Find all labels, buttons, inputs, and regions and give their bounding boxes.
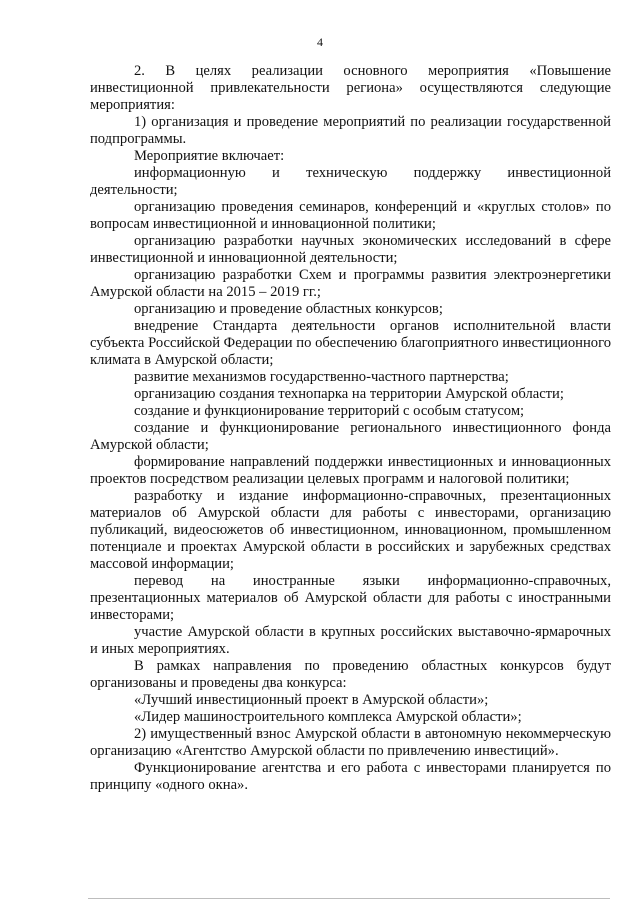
paragraph-2: 1) организация и проведение мероприятий по реализации государственной подпрограммы. xyxy=(90,114,611,147)
paragraph-9: внедрение Стандарта деятельности органов исполнительной власти субъекта Российской Федерации по обеспечению благоприятного инвестиционного климата в Амурской области; xyxy=(90,318,611,368)
scan-edge-line xyxy=(88,898,610,899)
paragraph-8: организацию и проведение областных конкурсов; xyxy=(134,301,443,317)
paragraph-7: организацию разработки Схем и программы развития электроэнергетики Амурской области на 2015 – 2019 гг.; xyxy=(90,267,611,300)
paragraph-14: формирование направлений поддержки инвестиционных и инновационных проектов посредством реализации целевых программ и налоговой политики; xyxy=(90,454,611,487)
paragraph-22: Функционирование агентства и его работа с инвесторами планируется по принципу «одного окна». xyxy=(90,760,611,793)
paragraph-10: развитие механизмов государственно-частного партнерства; xyxy=(134,369,509,385)
paragraph-18: В рамках направления по проведению областных конкурсов будут организованы и проведены два конкурса: xyxy=(90,658,611,691)
paragraph-11: организацию создания технопарка на территории Амурской области; xyxy=(134,386,564,402)
page-number: 4 xyxy=(317,35,323,49)
paragraph-3: Мероприятие включает: xyxy=(134,148,285,164)
paragraph-13: создание и функционирование регионального инвестиционного фонда Амурской области; xyxy=(90,420,611,453)
paragraph-1: 2. В целях реализации основного мероприятия «Повышение инвестиционной привлекательности региона» осуществляются следующие мероприятия: xyxy=(90,63,611,113)
paragraph-5: организацию проведения семинаров, конференций и «круглых столов» по вопросам инвестиционной и инновационной политики; xyxy=(90,199,611,232)
paragraph-19: «Лучший инвестиционный проект в Амурской области»; xyxy=(134,692,489,708)
paragraph-20: «Лидер машиностроительного комплекса Амурской области»; xyxy=(134,709,522,725)
paragraph-15: разработку и издание информационно-справочных, презентационных материалов об Амурской области для работы с инвесторами, организацию публикаций, видеосюжетов об инвестиционном, инновационном, промышленном потенциале и проектах Амурской области в российских и зарубежных средствах массовой информации; xyxy=(90,488,611,572)
paragraph-17: участие Амурской области в крупных российских выставочно-ярмарочных и иных мероприятиях. xyxy=(90,624,611,657)
paragraph-4: информационную и техническую поддержку инвестиционной деятельности; xyxy=(90,165,611,198)
paragraph-12: создание и функционирование территорий с особым статусом; xyxy=(134,403,525,419)
paragraph-6: организацию разработки научных экономических исследований в сфере инвестиционной и инновационной деятельности; xyxy=(90,233,611,266)
paragraph-16: перевод на иностранные языки информационно-справочных, презентационных материалов об Амурской области для работы с иностранными инвесторами; xyxy=(90,573,611,623)
paragraph-21: 2) имущественный взнос Амурской области в автономную некоммерческую организацию «Агентство Амурской области по привлечению инвестиций». xyxy=(90,726,611,759)
document-body xyxy=(90,63,611,794)
